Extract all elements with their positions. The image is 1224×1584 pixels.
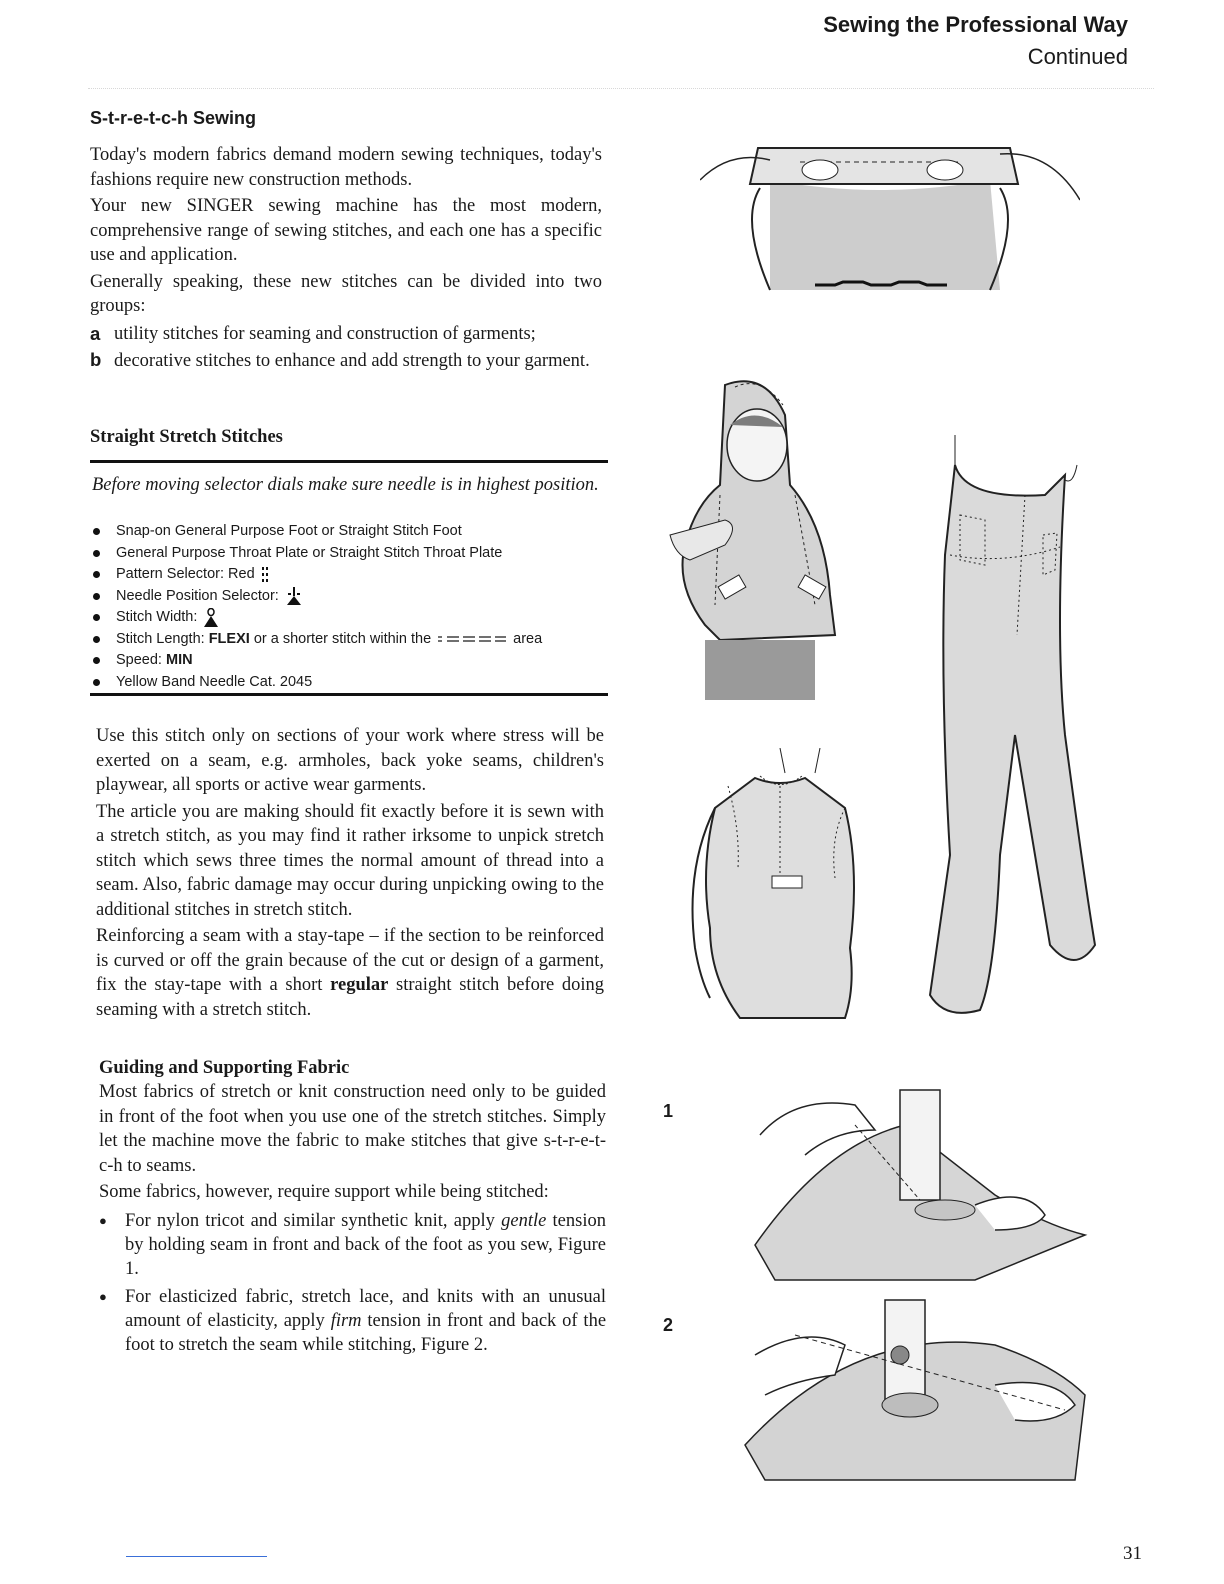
- figure-1-illustration: [735, 1085, 1105, 1285]
- figure-2-illustration: [735, 1295, 1105, 1490]
- list-item: ● For nylon tricot and similar synthetic knit, apply gentle tension by holding seam in front and back of the foot as you sew, Figure 1.: [99, 1210, 606, 1279]
- list-item: a utility stitches for seaming and construction of garments;: [90, 322, 536, 344]
- figure-2-label: 2: [663, 1315, 674, 1335]
- stretch-paragraph-2: Your new SINGER sewing machine has the most modern, comprehensive range of sewing stitches, and each one has a specific use and application.: [90, 196, 602, 265]
- stretch-pants-illustration: [905, 435, 1105, 1025]
- center-needle-position-icon: [285, 586, 303, 606]
- straight-stretch-pattern-icon: [261, 566, 269, 584]
- page-subtitle: Continued: [1027, 44, 1128, 69]
- usage-paragraph-1: Use this stitch only on sections of your work where stress will be exerted on a seam, e.g. armholes, back yoke seams, children's playwear, all sports or active wear garments.: [96, 726, 604, 795]
- neckband-illustration: [700, 140, 1080, 310]
- settings-list: [90, 521, 542, 693]
- stretch-paragraph-3: Generally speaking, these new stitches can be divided into two groups:: [90, 271, 602, 316]
- hooded-jacket-illustration: [665, 375, 845, 700]
- settings-intro: Before moving selector dials make sure needle is in highest position.: [92, 475, 599, 495]
- straight-heading: Straight Stretch Stitches: [90, 427, 283, 447]
- setting-item: Speed: MIN: [90, 650, 542, 672]
- usage-paragraph-2: The article you are making should fit exactly before it is sewn with a stretch stitch, as you may find it rather irksome to unpick stretch stitch which sews three times the normal amount of thread into a seam. Also, fabric damage may occur during unpicking owing to the additional stitches in stretch stitch.: [96, 801, 604, 920]
- page-title: Sewing the Professional Way: [823, 12, 1128, 37]
- guiding-paragraph-2: Some fabrics, however, require support while being stitched:: [99, 1182, 549, 1202]
- header-divider: [88, 88, 1154, 89]
- stitch-width-zero-icon: [203, 608, 219, 628]
- dress-illustration: [680, 748, 880, 1028]
- guiding-paragraph-1: Most fabrics of stretch or knit construction need only to be guided in front of the foot when you use one of the stretch stitches. Simply let the machine move the fabric to make stitches that give s-t-r-e-t-c-h to seams.: [99, 1082, 606, 1176]
- stretch-section: [90, 108, 602, 376]
- stitch-length-range-icon: [437, 634, 507, 644]
- page-number: 31: [1123, 1543, 1142, 1564]
- figure-1-label: 1: [663, 1101, 674, 1121]
- list-item: b decorative stitches to enhance and add strength to your garment.: [90, 348, 590, 371]
- list-item: ● For elasticized fabric, stretch lace, and knits with an unusual amount of elasticity, apply firm tension in front and back of the foot to stretch the seam while stitching, Figure 2.: [99, 1286, 607, 1355]
- stretch-heading: S-t-r-e-t-c-h Sewing: [90, 108, 256, 128]
- guiding-bullets: [99, 1209, 606, 1357]
- stitch-groups-list: [90, 321, 602, 376]
- setting-item: Pattern Selector: Red: [90, 564, 542, 586]
- guiding-section: [99, 1056, 606, 1361]
- setting-item: General Purpose Throat Plate or Straight Stitch Throat Plate: [90, 543, 542, 565]
- setting-item: Yellow Band Needle Cat. 2045: [90, 672, 542, 694]
- setting-item: Needle Position Selector:: [90, 586, 542, 608]
- footer-rule: [126, 1556, 267, 1557]
- guiding-heading: Guiding and Supporting Fabric: [99, 1058, 350, 1078]
- usage-section: [96, 724, 604, 1022]
- setting-item: Stitch Length: FLEXI or a shorter stitch within the area: [90, 629, 542, 651]
- stretch-paragraph-1: Today's modern fabrics demand modern sewing techniques, today's fashions require new construction methods.: [90, 145, 602, 190]
- setting-item: Stitch Width:: [90, 607, 542, 629]
- settings-box: [90, 460, 608, 696]
- usage-paragraph-3: Reinforcing a seam with a stay-tape – if the section to be reinforced is curved or off the grain because of the cut or design of a garment, fix the stay-tape with a short regular straight stitch before doing seaming with a stretch stitch.: [96, 926, 605, 1020]
- setting-item: Snap-on General Purpose Foot or Straight Stitch Foot: [90, 521, 542, 543]
